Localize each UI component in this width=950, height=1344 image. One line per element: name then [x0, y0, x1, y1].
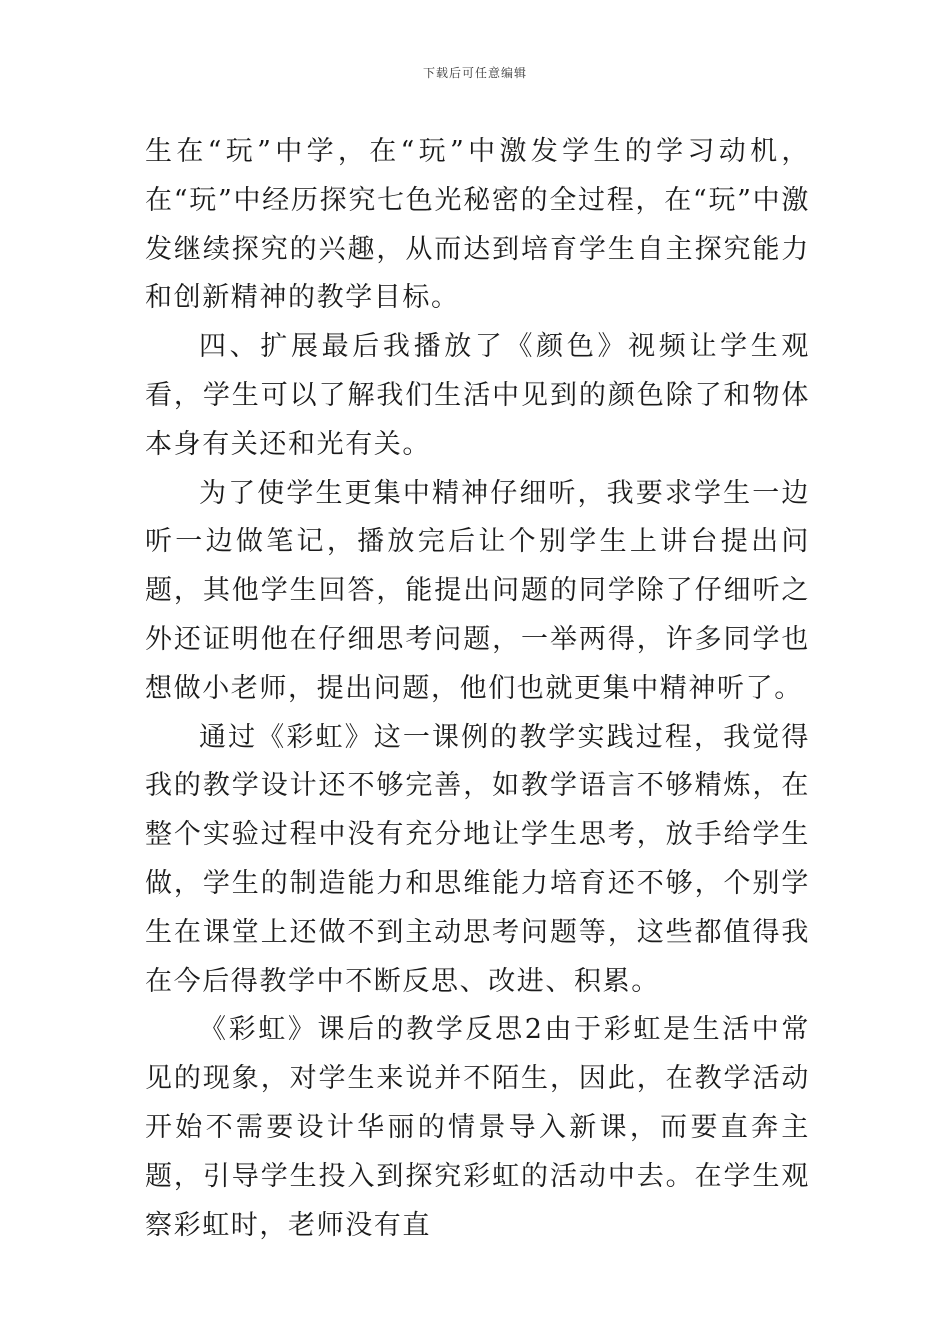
paragraph-reflection-2: 《彩虹》课后的教学反思2由于彩虹是生活中常见的现象，对学生来说并不陌生，因此，在教学活动开始不需要设计华丽的情景导入新课，而要直奔主题，引导学生投入到探究彩虹的活动中去。在学生观察彩虹时，老师没有直 — [145, 1014, 810, 1241]
paragraph-reflection: 通过《彩虹》这一课例的教学实践过程，我觉得我的教学设计还不够完善，如教学语言不够精炼，在整个实验过程中没有充分地让学生思考，放手给学生做，学生的制造能力和思维能力培育还不够，个别学生在课堂上还做不到主动思考问题等，这些都值得我在今后得教学中不断反思、改进、积累。 — [145, 721, 810, 997]
document-body — [145, 128, 810, 1250]
paragraph-note-taking: 为了使学生更集中精神仔细听，我要求学生一边听一边做笔记，播放完后让个别学生上讲台提出问题，其他学生回答，能提出问题的同学除了仔细听之外还证明他在仔细思考问题，一举两得，许多同学也想做小老师，提出问题，他们也就更集中精神听了。 — [145, 477, 810, 704]
header-note: 下载后可任意编辑 — [422, 66, 527, 80]
paragraph-extension: 四、扩展最后我播放了《颜色》视频让学生观看，学生可以了解我们生活中见到的颜色除了和物体本身有关还和光有关。 — [145, 331, 810, 460]
paragraph-continuation: 生在“玩”中学，在“玩”中激发学生的学习动机，在“玩”中经历探究七色光秘密的全过程，在“玩”中激发继续探究的兴趣，从而达到培育学生自主探究能力和创新精神的教学目标。 — [145, 136, 810, 314]
